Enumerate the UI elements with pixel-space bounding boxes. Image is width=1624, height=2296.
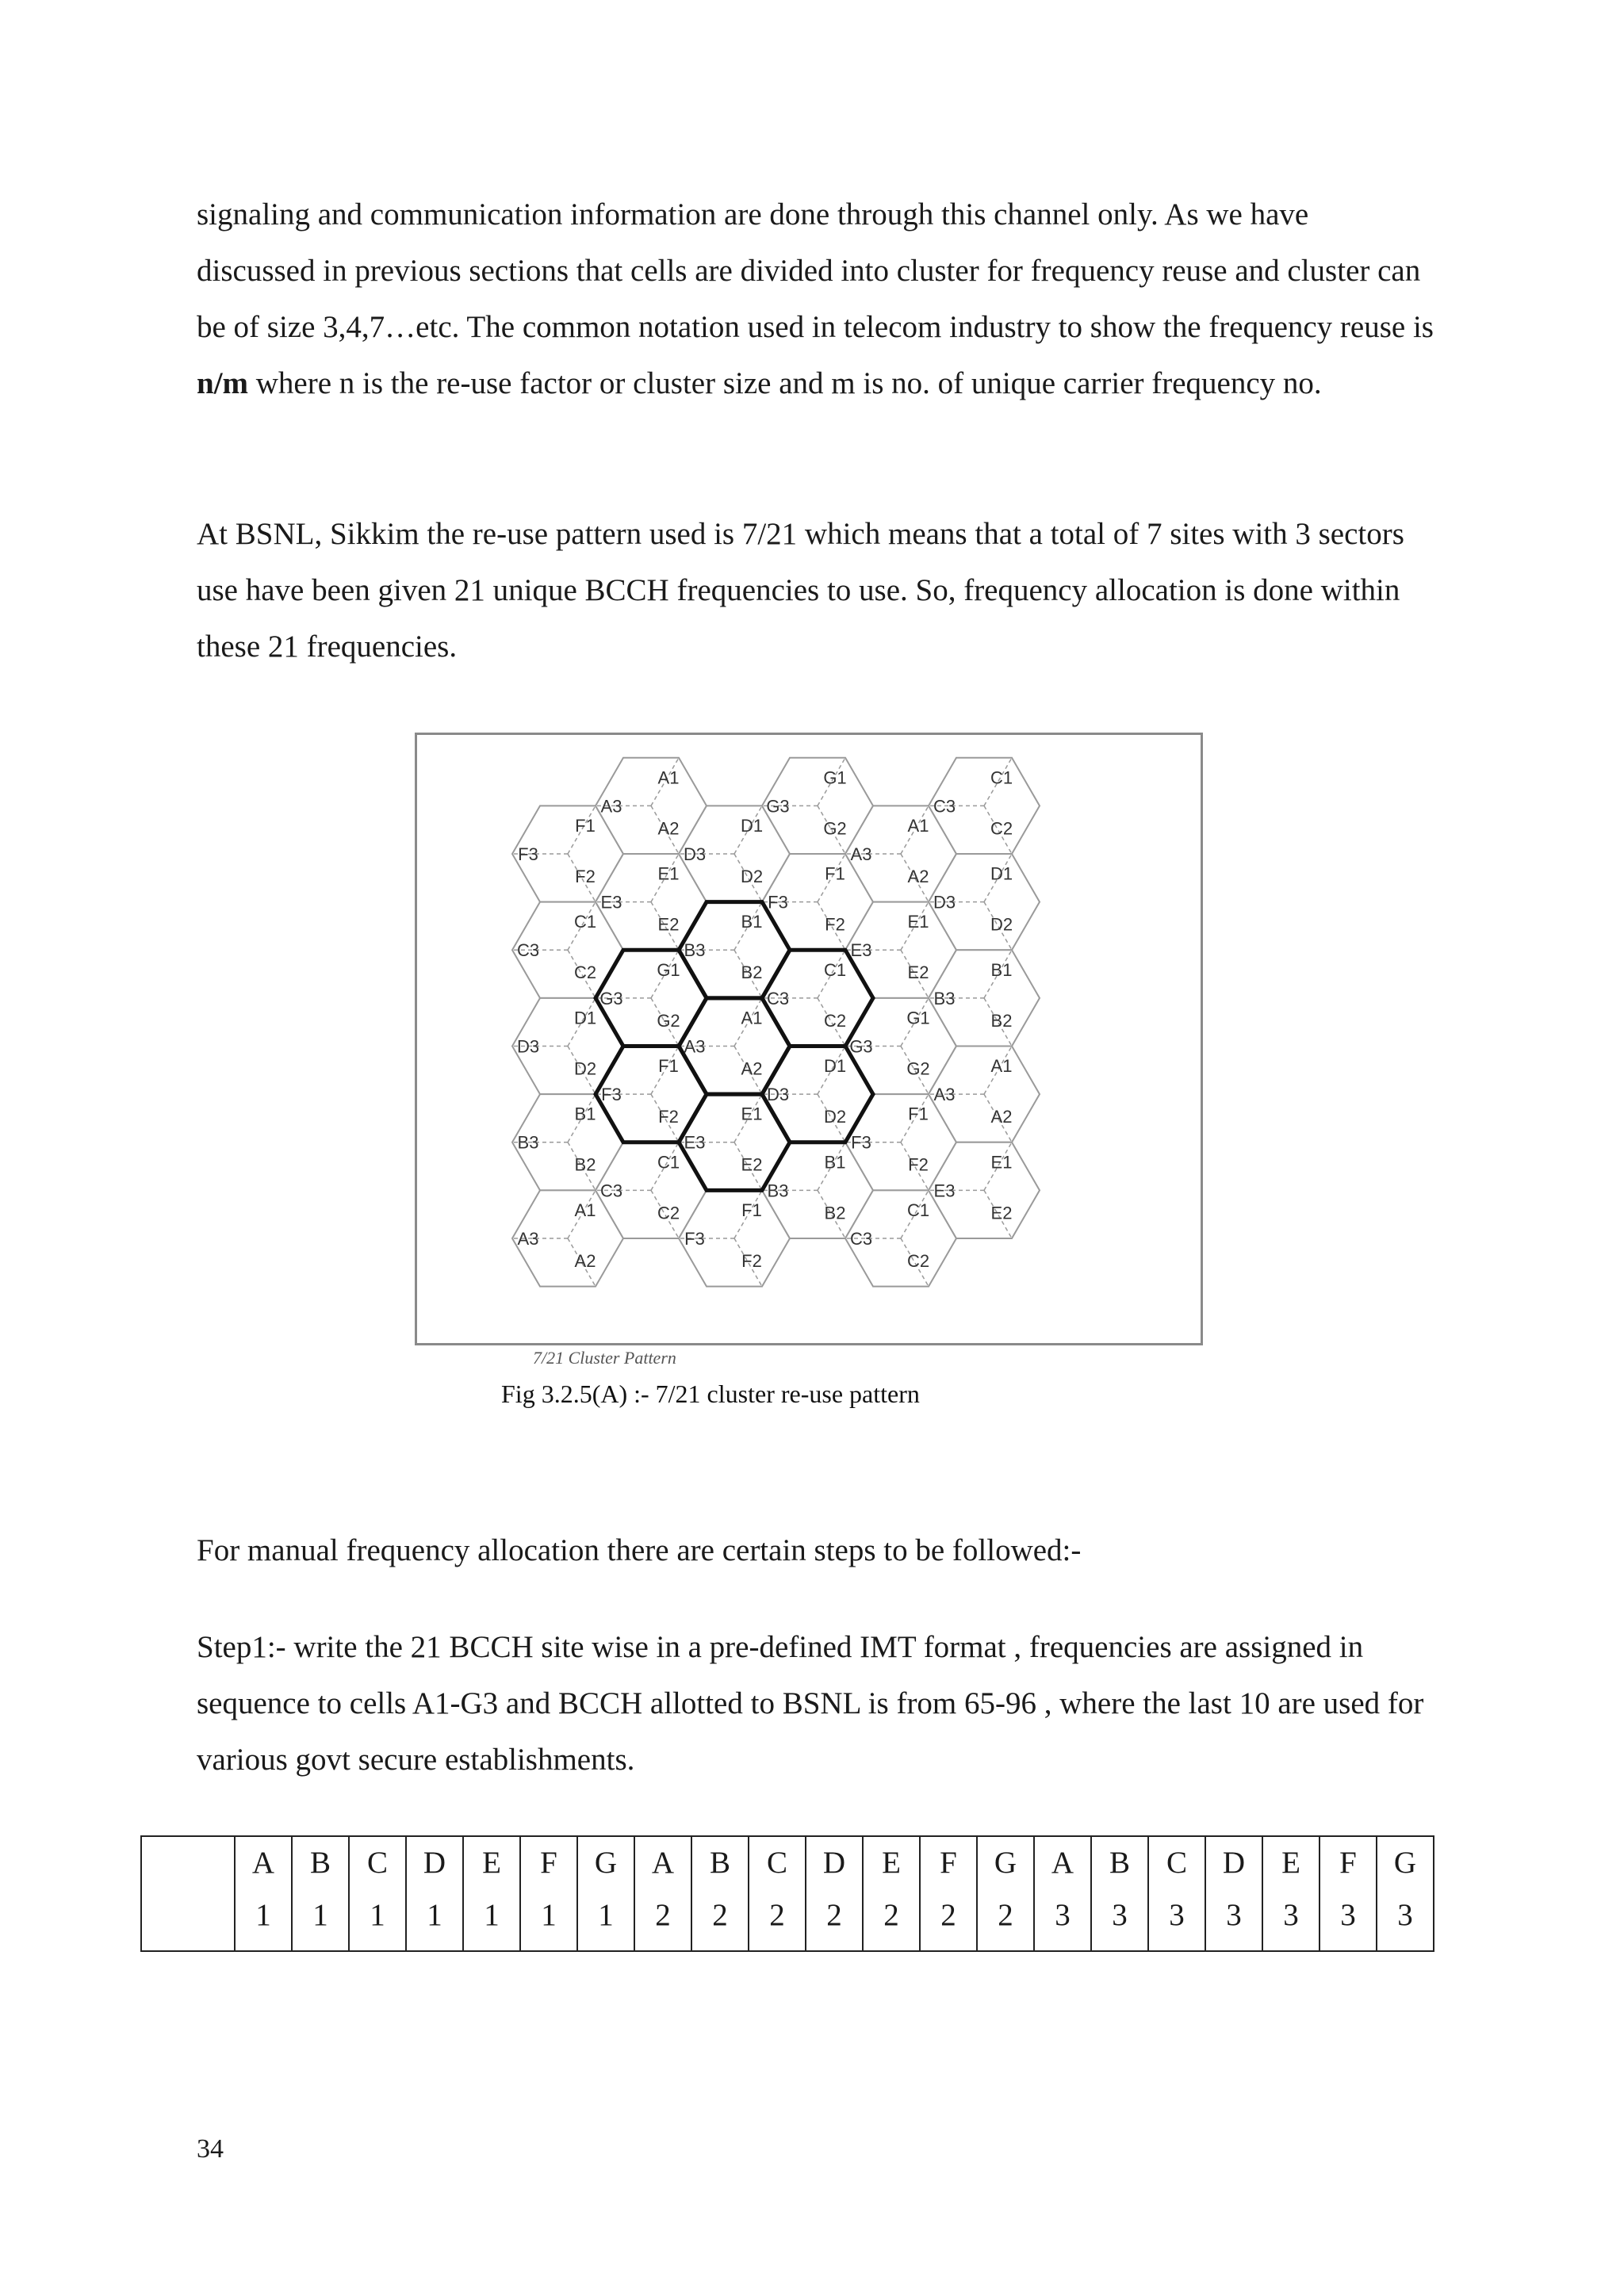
figure-inner-caption: 7/21 Cluster Pattern bbox=[533, 1348, 676, 1368]
hexagon-cluster-diagram bbox=[417, 735, 1201, 1343]
cell-number: 3 bbox=[1340, 1898, 1356, 1932]
cell-number: 3 bbox=[1397, 1898, 1413, 1932]
sector-label: D3 bbox=[683, 844, 707, 864]
table-cell bbox=[577, 1836, 634, 1951]
sector-label: D3 bbox=[516, 1036, 540, 1057]
cell-number: 1 bbox=[312, 1898, 328, 1932]
sector-label: A3 bbox=[600, 796, 622, 817]
sector-label: F3 bbox=[601, 1085, 622, 1105]
sector-label: F3 bbox=[684, 1229, 705, 1249]
sector-label: E1 bbox=[907, 912, 929, 932]
table-cell bbox=[1148, 1836, 1205, 1951]
sector-label: C3 bbox=[599, 1181, 623, 1201]
cell-number: 2 bbox=[655, 1898, 671, 1932]
cell-number: 2 bbox=[998, 1898, 1013, 1932]
sector-label: E1 bbox=[741, 1104, 763, 1124]
table-cell bbox=[749, 1836, 806, 1951]
cell-letter: B bbox=[709, 1846, 730, 1880]
sector-label: E3 bbox=[600, 892, 622, 913]
sector-label: C3 bbox=[766, 988, 790, 1008]
sector-label: B2 bbox=[574, 1154, 596, 1175]
sector-label: E2 bbox=[657, 914, 680, 935]
sector-label: F2 bbox=[825, 914, 845, 935]
sector-label: F3 bbox=[768, 892, 788, 913]
sector-label: A1 bbox=[741, 1008, 763, 1028]
sector-label: E3 bbox=[684, 1132, 706, 1153]
bcch-sequence-table bbox=[140, 1835, 1434, 1952]
sector-label: B1 bbox=[990, 959, 1013, 980]
sector-label: C3 bbox=[933, 796, 956, 817]
sector-label: F3 bbox=[518, 844, 538, 864]
sector-label: C2 bbox=[990, 818, 1013, 839]
sector-label: F2 bbox=[741, 1251, 762, 1271]
paragraph-text: signaling and communication information are done through this channel only. As we have discussed in previous sections that cells are divided into cluster for frequency reuse and cluster can be of size 3,4,7…etc. The common notation used in telecom industry to show the frequency reuse is bbox=[197, 197, 1434, 344]
cell-letter: E bbox=[482, 1846, 501, 1880]
cell-letter: C bbox=[766, 1846, 787, 1880]
cell-number: 3 bbox=[1055, 1898, 1071, 1932]
sector-label: F1 bbox=[658, 1056, 679, 1077]
sector-label: F1 bbox=[908, 1104, 929, 1124]
figure-caption: Fig 3.2.5(A) :- 7/21 cluster re-use pattern bbox=[501, 1380, 920, 1408]
table-row bbox=[141, 1836, 1434, 1951]
sector-label: B3 bbox=[684, 940, 706, 961]
sector-label: A2 bbox=[574, 1251, 596, 1271]
sector-label: B1 bbox=[574, 1104, 596, 1124]
sector-label: G3 bbox=[766, 796, 790, 817]
sector-label: D2 bbox=[740, 867, 764, 886]
paragraph-bsnl-reuse-pattern: At BSNL, Sikkim the re-use pattern used is 7/21 which means that a total of 7 sites with 3 sectors use have been given 21 unique BCCH frequencies to use. So, frequency allocation is done within these 21 frequencies. bbox=[197, 517, 1404, 664]
sector-label: G2 bbox=[657, 1010, 680, 1031]
sector-label: A2 bbox=[907, 867, 929, 886]
paragraph-manual-allocation-intro: For manual frequency allocation there are certain steps to be followed:- bbox=[197, 1533, 1082, 1567]
sector-label: E3 bbox=[933, 1181, 956, 1201]
cell-number: 1 bbox=[370, 1898, 385, 1932]
sector-label: F1 bbox=[575, 816, 596, 836]
sector-label: A3 bbox=[850, 844, 872, 864]
sector-label: C3 bbox=[849, 1229, 873, 1249]
sector-label: A3 bbox=[933, 1085, 956, 1105]
sector-label: G1 bbox=[823, 767, 847, 788]
table-blank-cell bbox=[141, 1836, 235, 1951]
sector-label: F1 bbox=[741, 1200, 762, 1220]
cell-number: 1 bbox=[598, 1898, 614, 1932]
sector-label: B2 bbox=[824, 1203, 846, 1223]
table-cell bbox=[806, 1836, 863, 1951]
sector-label: E2 bbox=[907, 962, 929, 983]
cell-letter: D bbox=[423, 1846, 446, 1880]
cell-number: 1 bbox=[484, 1898, 500, 1932]
sector-label: C2 bbox=[573, 962, 597, 983]
table-cell bbox=[1262, 1836, 1320, 1951]
cell-letter: G bbox=[1393, 1846, 1417, 1880]
sector-label: C2 bbox=[657, 1203, 680, 1223]
cell-number: 1 bbox=[541, 1898, 557, 1932]
sector-label: B2 bbox=[990, 1010, 1013, 1031]
table-cell bbox=[1377, 1836, 1434, 1951]
table-cell bbox=[920, 1836, 977, 1951]
cell-letter: F bbox=[1339, 1846, 1357, 1880]
sector-label: C2 bbox=[823, 1010, 847, 1031]
cell-number: 2 bbox=[883, 1898, 899, 1932]
table-cell bbox=[691, 1836, 749, 1951]
sector-label: A2 bbox=[990, 1107, 1013, 1127]
sector-label: G2 bbox=[823, 818, 847, 839]
figure-frame bbox=[415, 733, 1203, 1345]
cell-letter: D bbox=[1222, 1846, 1246, 1880]
sector-label: B3 bbox=[933, 988, 956, 1008]
sector-label: G2 bbox=[906, 1058, 930, 1079]
sector-label: A2 bbox=[741, 1058, 763, 1079]
sector-label: B3 bbox=[767, 1181, 789, 1201]
sector-label: D3 bbox=[766, 1085, 790, 1105]
sector-label: F3 bbox=[851, 1132, 871, 1153]
sector-label: D2 bbox=[990, 914, 1013, 935]
sector-label: F2 bbox=[908, 1154, 929, 1175]
page-number: 34 bbox=[197, 2134, 224, 2164]
cell-letter: A bbox=[251, 1846, 275, 1880]
sector-label: E3 bbox=[850, 940, 872, 961]
cell-number: 2 bbox=[769, 1898, 785, 1932]
table-cell bbox=[1034, 1836, 1091, 1951]
sector-label: E2 bbox=[741, 1154, 763, 1175]
sector-label: C2 bbox=[906, 1251, 930, 1271]
cell-number: 3 bbox=[1283, 1898, 1299, 1932]
sector-label: G1 bbox=[906, 1008, 930, 1028]
table-cell bbox=[1091, 1836, 1148, 1951]
sector-label: D2 bbox=[823, 1107, 847, 1127]
table-cell bbox=[977, 1836, 1034, 1951]
cell-letter: C bbox=[366, 1846, 388, 1880]
table-cell bbox=[463, 1836, 520, 1951]
sector-label: E1 bbox=[990, 1152, 1013, 1173]
sector-label: C3 bbox=[516, 940, 540, 961]
sector-label: A2 bbox=[657, 818, 680, 839]
sector-label: D1 bbox=[823, 1056, 847, 1077]
sector-label: D1 bbox=[990, 863, 1013, 884]
sector-label: E2 bbox=[990, 1203, 1013, 1223]
cell-number: 3 bbox=[1112, 1898, 1128, 1932]
sector-label: B1 bbox=[824, 1152, 846, 1173]
paragraph-frequency-reuse-notation bbox=[197, 186, 1434, 411]
table-cell bbox=[349, 1836, 406, 1951]
cell-letter: C bbox=[1166, 1846, 1187, 1880]
sector-label: E1 bbox=[657, 863, 680, 884]
sector-label: C1 bbox=[990, 767, 1013, 788]
sector-label: D1 bbox=[740, 816, 764, 836]
cell-number: 2 bbox=[712, 1898, 728, 1932]
cell-letter: E bbox=[1281, 1846, 1300, 1880]
cell-number: 1 bbox=[427, 1898, 442, 1932]
table-cell bbox=[1205, 1836, 1262, 1951]
cell-letter: A bbox=[1051, 1846, 1074, 1880]
paragraph-step-1: Step1:- write the 21 BCCH site wise in a pre-defined IMT format , frequencies are assigned in sequence to cells A1-G3 and BCCH allotted to BSNL is from 65-96 , where the last 10 are used for various govt secure establishments. bbox=[197, 1630, 1424, 1777]
sector-label: F2 bbox=[658, 1107, 679, 1127]
sector-label: A1 bbox=[574, 1200, 596, 1220]
sector-label: G3 bbox=[599, 988, 623, 1008]
cell-letter: F bbox=[940, 1846, 957, 1880]
cell-number: 3 bbox=[1226, 1898, 1242, 1932]
sector-label: A3 bbox=[684, 1036, 706, 1057]
table-cell bbox=[634, 1836, 691, 1951]
table-cell bbox=[863, 1836, 920, 1951]
cell-letter: E bbox=[882, 1846, 901, 1880]
sector-label: F1 bbox=[825, 863, 845, 884]
cell-number: 2 bbox=[940, 1898, 956, 1932]
sector-label: D3 bbox=[933, 892, 956, 913]
sector-label: G1 bbox=[657, 959, 680, 980]
sector-label: A1 bbox=[657, 767, 680, 788]
cell-letter: G bbox=[594, 1846, 618, 1880]
table-cell bbox=[520, 1836, 577, 1951]
sector-label: D1 bbox=[573, 1008, 597, 1028]
sector-label: C1 bbox=[823, 959, 847, 980]
table-cell bbox=[406, 1836, 463, 1951]
sector-label: C1 bbox=[906, 1200, 930, 1220]
sector-label: G3 bbox=[849, 1036, 873, 1057]
cell-letter: B bbox=[309, 1846, 331, 1880]
sector-label: D2 bbox=[573, 1058, 597, 1079]
cell-number: 2 bbox=[826, 1898, 842, 1932]
cell-letter: A bbox=[651, 1846, 675, 1880]
cell-letter: F bbox=[540, 1846, 557, 1880]
cell-letter: B bbox=[1109, 1846, 1130, 1880]
table-cell bbox=[1320, 1836, 1377, 1951]
sector-label: C1 bbox=[573, 912, 597, 932]
sector-label: F2 bbox=[575, 867, 596, 886]
sector-label: C1 bbox=[657, 1152, 680, 1173]
table-cell bbox=[292, 1836, 349, 1951]
sector-label: A3 bbox=[517, 1229, 539, 1249]
sector-label: A1 bbox=[990, 1056, 1013, 1077]
paragraph-text: where n is the re-use factor or cluster size and m is no. of unique carrier frequency no. bbox=[248, 366, 1322, 400]
sector-label: B2 bbox=[741, 962, 763, 983]
cell-number: 1 bbox=[255, 1898, 271, 1932]
bold-notation: n/m bbox=[197, 366, 249, 400]
table-cell bbox=[235, 1836, 292, 1951]
cell-letter: G bbox=[994, 1846, 1017, 1880]
sector-label: B1 bbox=[741, 912, 763, 932]
cell-number: 3 bbox=[1169, 1898, 1185, 1932]
cell-letter: D bbox=[822, 1846, 846, 1880]
sector-label: A1 bbox=[907, 816, 929, 836]
sector-label: B3 bbox=[517, 1132, 539, 1153]
